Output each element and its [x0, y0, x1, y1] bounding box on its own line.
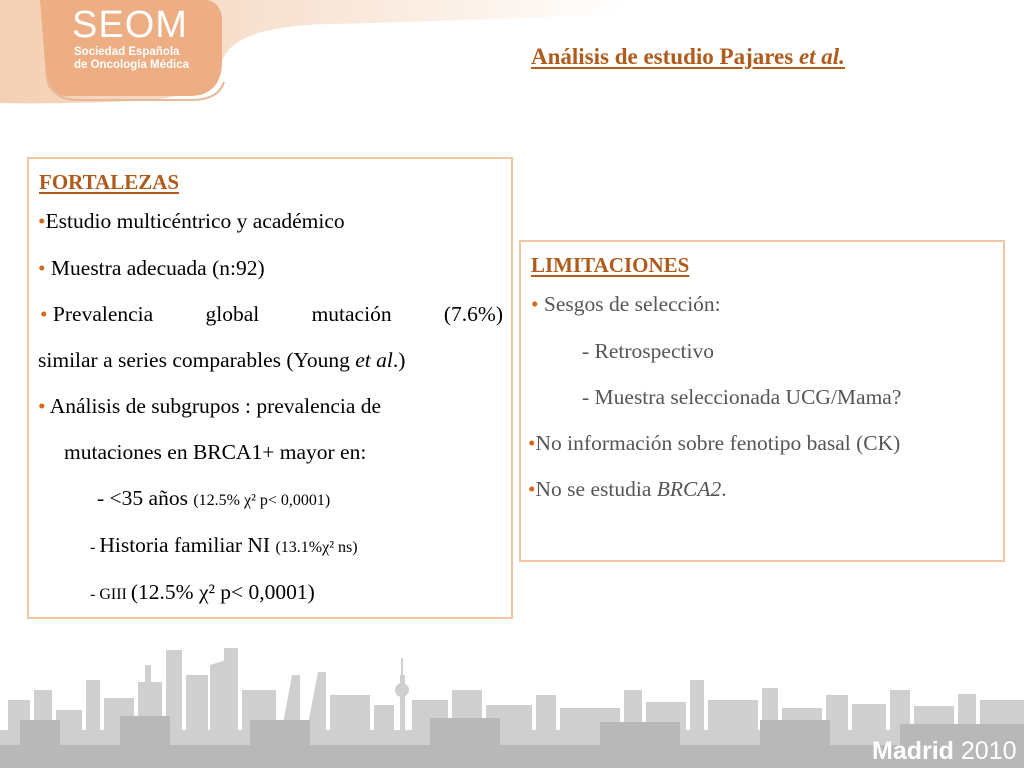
fortalezas-line-8: - Historia familiar NI (13.1%χ² ns)	[90, 533, 358, 557]
slide-title	[531, 44, 845, 70]
limitaciones-line-2: - Retrospectivo	[582, 339, 714, 363]
bullet-icon: •	[40, 302, 48, 326]
header-banner	[0, 0, 1024, 110]
logo-title: SEOM	[72, 4, 188, 46]
fortalezas-line-4: similar a series comparables (Young et al.)	[38, 348, 406, 372]
fortalezas-line-1: •Estudio multicéntrico y académico	[38, 209, 345, 233]
limitaciones-line-4: •No información sobre fenotipo basal (CK)	[528, 431, 901, 455]
limitaciones-heading: LIMITACIONES	[531, 253, 690, 277]
bullet-icon: •	[38, 209, 46, 233]
bullet-icon: •	[528, 477, 536, 501]
bullet-icon: •	[38, 394, 46, 418]
fortalezas-line-3: • Prevalencia global mutación (7.6%)	[40, 302, 503, 326]
fortalezas-line-9: - GIII (12.5% χ² p< 0,0001)	[90, 580, 315, 604]
logo-subtitle-2: de Oncología Médica	[74, 59, 190, 71]
limitaciones-line-1: • Sesgos de selección:	[531, 292, 721, 316]
skyline-illustration	[0, 620, 1024, 768]
limitaciones-line-5: •No se estudia BRCA2.	[528, 477, 727, 501]
fortalezas-line-2: • Muestra adecuada (n:92)	[38, 256, 265, 280]
fortalezas-heading: FORTALEZAS	[39, 170, 180, 194]
slide-title-italic: et al.	[798, 44, 845, 69]
footer-year: 2010	[960, 737, 1017, 765]
fortalezas-line-6: mutaciones en BRCA1+ mayor en:	[64, 440, 367, 464]
logo-subtitle-1: Sociedad Española	[74, 46, 180, 58]
fortalezas-line-5: • Análisis de subgrupos : prevalencia de	[38, 394, 382, 418]
bullet-icon: •	[528, 431, 536, 455]
fortalezas-line-7: - <35 años (12.5% χ² p< 0,0001)	[97, 486, 331, 510]
bullet-icon: •	[531, 292, 539, 316]
footer-city: Madrid	[872, 737, 954, 765]
bullet-icon: •	[38, 256, 46, 280]
slide-title-main: Análisis de estudio Pajares	[531, 44, 799, 69]
limitaciones-line-3: - Muestra seleccionada UCG/Mama?	[582, 385, 902, 409]
footer-brand	[872, 737, 1017, 766]
